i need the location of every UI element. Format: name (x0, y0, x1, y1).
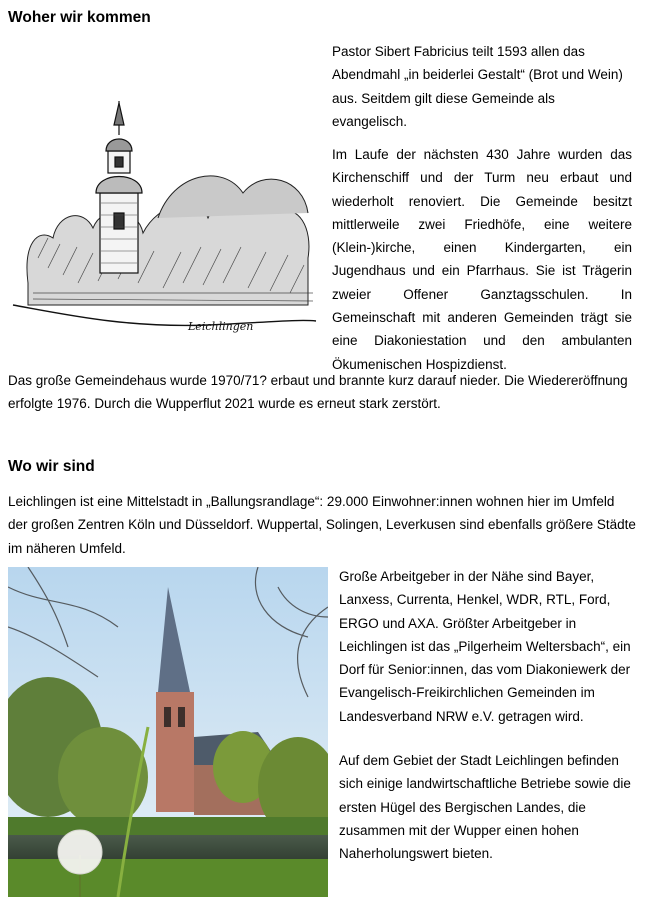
location-paragraph-1: Leichlingen ist eine Mittelstadt in „Ballungsrandlage“: 29.000 Einwohner:innen wohnen hier im Umfeld der großen Zentren Köln und Düsseldorf. Wuppertal, Solingen, Leverkusen sind ebenfalls größere Städte im näheren Umfeld. (8, 494, 636, 556)
church-photo-image (8, 567, 328, 897)
section-heading-origin: Woher wir kommen (8, 9, 151, 26)
sketch-signature: Leichlingen (188, 320, 254, 333)
location-paragraph-2: Große Arbeitgeber in der Nähe sind Bayer, Lanxess, Currenta, Henkel, WDR, RTL, Ford, ERGO und AXA. Größter Arbeitgeber in Leichlingen ist das „Pilgerheim Weltersbach“, ein Dorf für Senior:innen, das vom Diakoniewerk der Evangelisch-Freikirchlichen Gemeinden im Landesverband NRW e.V. getragen wird. (339, 569, 631, 724)
church-sketch-image (8, 43, 319, 339)
section-heading-location: Wo wir sind (8, 458, 95, 475)
origin-paragraph-2: Im Laufe der nächsten 430 Jahre wurden das Kirchenschiff und der Turm neu erbaut und wiederholt renoviert. Die Gemeinde besitzt mittlerweile zwei Friedhöfe, eine weitere (Klein-)kirche, einen Kindergarten, ein Jugendhaus und ein Pfarrhaus. Sie ist Trägerin zweier Offener Ganztagsschulen. In Gemeinschaft mit anderen Gemeinden trägt sie eine Diakoniestation und den ambulanten Ökumenischen Hospizdienst. (332, 147, 632, 372)
origin-paragraph-3: Das große Gemeindehaus wurde 1970/71? erbaut und brannte kurz darauf nieder. Die Wiedereröffnung erfolgte 1976. Durch die Wupperflut 2021 wurde es erneut stark zerstört. (8, 373, 628, 412)
location-paragraph-3: Auf dem Gebiet der Stadt Leichlingen befinden sich einige landwirtschaftliche Betriebe sowie die ersten Hügel des Bergischen Landes, die zusammen mit der Wupper einen hohen Naherholungswert bieten. (339, 753, 631, 862)
origin-paragraph-1: Pastor Sibert Fabricius teilt 1593 allen das Abendmahl „in beiderlei Gestalt“ (Brot und Wein) aus. Seitdem gilt diese Gemeinde als evangelisch. (332, 44, 623, 129)
